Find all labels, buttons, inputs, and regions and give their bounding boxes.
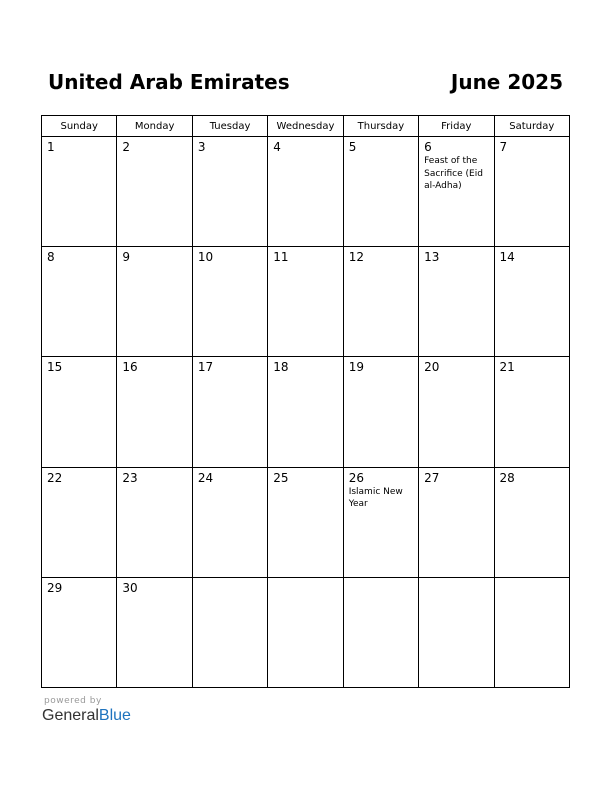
week-row-1 [42, 137, 570, 247]
day-cell [192, 247, 267, 357]
day-number: 15 [47, 360, 63, 375]
day-number: 1 [47, 140, 55, 154]
holiday-label: Islamic New Year [348, 486, 403, 510]
day-cell [117, 467, 192, 577]
day-number: 5 [348, 140, 357, 154]
day-number: 3 [197, 140, 206, 154]
day-cell [419, 577, 494, 687]
weekday-wednesday: Wednesday [268, 116, 343, 137]
day-cell [42, 577, 117, 687]
weekday-header-row [42, 116, 570, 137]
day-cell [343, 247, 418, 357]
day-number: 20 [424, 360, 440, 375]
day-cell [192, 577, 267, 687]
day-number: 27 [424, 470, 440, 485]
day-cell [268, 357, 343, 467]
calendar-grid [41, 115, 570, 688]
day-number: 18 [273, 360, 289, 375]
day-cell [268, 467, 343, 577]
day-cell [117, 137, 192, 247]
powered-by-text: powered by [44, 696, 102, 706]
day-cell [117, 357, 192, 467]
day-number: 4 [273, 140, 281, 154]
country-title: United Arab Emirates [48, 70, 290, 94]
day-cell [419, 467, 494, 577]
day-cell [494, 357, 569, 467]
day-number: 29 [47, 580, 63, 595]
day-cell [494, 467, 569, 577]
day-cell [343, 357, 418, 467]
day-number: 8 [47, 250, 55, 265]
day-number: 19 [348, 360, 364, 375]
day-cell [419, 137, 494, 247]
day-number: 24 [197, 470, 214, 485]
day-cell [494, 247, 569, 357]
day-number: 21 [499, 360, 515, 375]
generalblue-logo[interactable] [42, 707, 131, 725]
day-number: 30 [122, 580, 138, 595]
week-row-3 [42, 357, 570, 467]
day-cell [42, 247, 117, 357]
day-number: 17 [197, 360, 214, 375]
day-cell [494, 577, 569, 687]
footer-branding [42, 696, 131, 725]
day-cell [192, 137, 267, 247]
weekday-saturday: Saturday [494, 116, 569, 137]
day-number: 22 [47, 470, 63, 485]
day-cell [117, 577, 192, 687]
day-cell [268, 137, 343, 247]
brand-blue-text: Blue [98, 707, 131, 724]
brand-general-text: General [42, 707, 99, 724]
week-row-4 [42, 467, 570, 577]
day-number: 13 [424, 250, 440, 265]
day-number: 12 [348, 250, 364, 265]
day-number: 25 [273, 470, 289, 485]
day-cell [343, 577, 418, 687]
day-cell [192, 357, 267, 467]
day-cell [117, 247, 192, 357]
day-cell [42, 357, 117, 467]
month-title: June 2025 [450, 70, 563, 94]
weekday-thursday: Thursday [343, 116, 418, 137]
day-cell [268, 247, 343, 357]
weekday-tuesday: Tuesday [192, 116, 267, 137]
day-number: 10 [197, 250, 214, 265]
day-cell [419, 357, 494, 467]
day-number: 7 [499, 140, 508, 154]
day-number: 2 [122, 140, 131, 154]
day-number: 6 [424, 140, 432, 154]
day-number: 9 [122, 250, 131, 265]
day-cell [268, 577, 343, 687]
day-number: 26 [348, 470, 364, 485]
day-number: 14 [499, 250, 515, 265]
day-number: 23 [122, 470, 138, 485]
day-cell [42, 137, 117, 247]
day-cell [343, 467, 418, 577]
day-cell [343, 137, 418, 247]
calendar-header [42, 70, 569, 100]
week-row-2 [42, 247, 570, 357]
day-cell [192, 467, 267, 577]
day-cell [419, 247, 494, 357]
day-cell [42, 467, 117, 577]
day-number: 16 [122, 360, 138, 375]
weekday-sunday: Sunday [42, 116, 117, 137]
weekday-monday: Monday [117, 116, 192, 137]
day-number: 11 [273, 250, 289, 265]
holiday-label: Feast of the Sacrifice (Eid al-Adha) [424, 156, 483, 191]
week-row-5 [42, 577, 570, 687]
day-number: 28 [499, 470, 515, 485]
weekday-friday: Friday [419, 116, 494, 137]
day-cell [494, 137, 569, 247]
